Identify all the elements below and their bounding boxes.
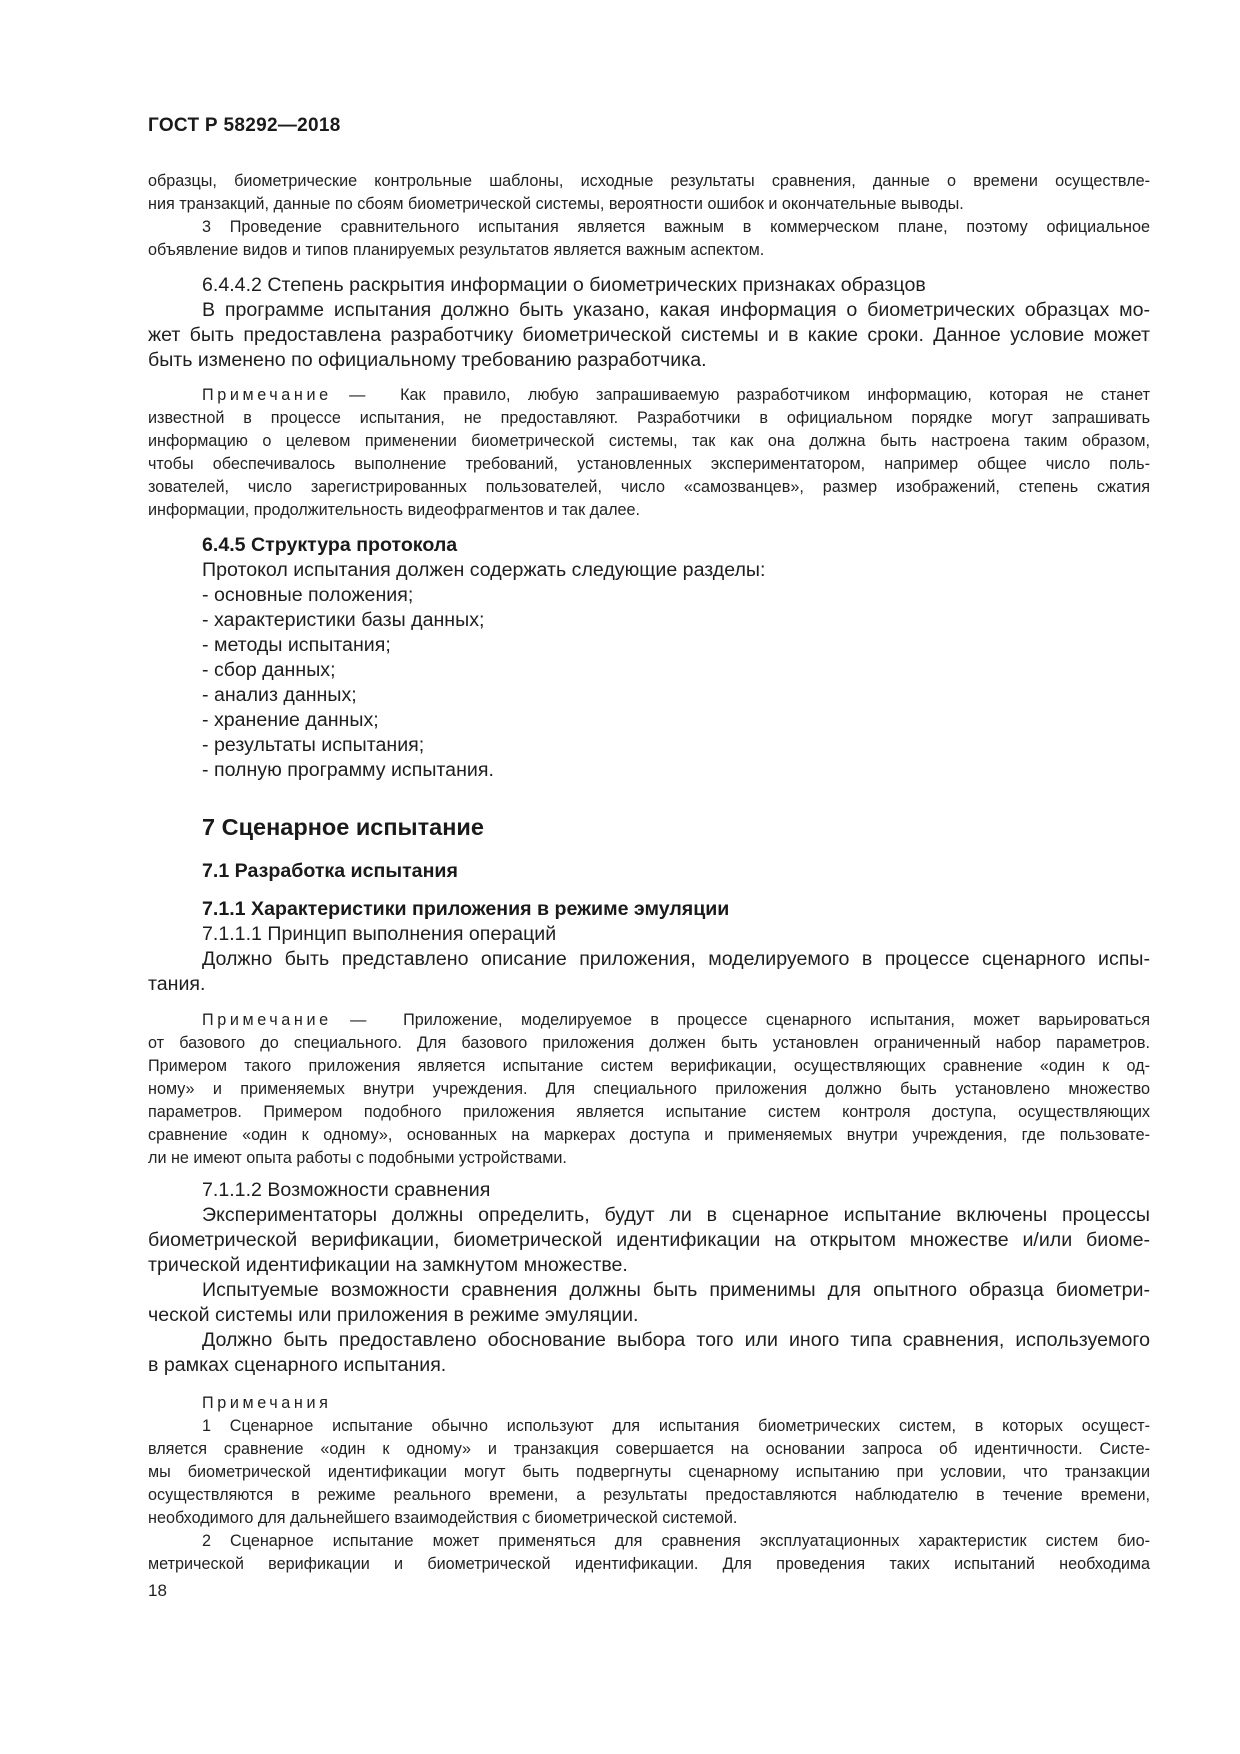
section-7-1-1 bbox=[148, 897, 1150, 997]
subsection-heading: 7.1.1.2 Возможности сравнения bbox=[202, 1179, 491, 1201]
section-heading: 6.4.5 Структура протокола bbox=[202, 534, 458, 556]
text-line: чтобы обеспечивалось выполнение требований, установленных экспериментатором, например общее число поль- bbox=[148, 455, 1150, 473]
text-line: В программе испытания должно быть указано, какая информация о биометрических образцах мо- bbox=[202, 299, 1150, 321]
text-line: параметров. Примером подобного приложения является испытание систем контроля доступа, осуществляющих bbox=[148, 1103, 1150, 1121]
text-line: в рамках сценарного испытания. bbox=[148, 1354, 447, 1376]
text-line: от базового до специального. Для базового приложения должен быть установлен ограниченный набор параметров. bbox=[148, 1034, 1150, 1052]
note-7-1-1-1 bbox=[148, 1009, 1150, 1170]
continuation-paragraph bbox=[148, 170, 1150, 216]
text-line: объявление видов и типов планируемых результатов является важным аспектом. bbox=[148, 241, 765, 259]
document-id-header: ГОСТ Р 58292—2018 bbox=[148, 115, 341, 136]
text-line: ния транзакций, данные по сбоям биометрической системы, вероятности ошибок и окончательные выводы. bbox=[148, 195, 964, 213]
text-line: 1 Сценарное испытание обычно используют для испытания биометрических систем, в которых осущест- bbox=[202, 1417, 1150, 1435]
list-item: - характеристики базы данных; bbox=[202, 609, 485, 631]
text-line: Должно быть предоставлено обоснование выбора того или иного типа сравнения, используемого bbox=[202, 1329, 1150, 1351]
text-line: известной в процессе испытания, не предоставляют. Разработчики в официальном порядке могут запрашивать bbox=[148, 409, 1150, 427]
notes-label: Примечания bbox=[202, 1394, 332, 1412]
text-line: 3 Проведение сравнительного испытания является важным в коммерческом плане, поэтому официальное bbox=[202, 218, 1150, 236]
section-heading: 7.1.1 Характеристики приложения в режиме эмуляции bbox=[202, 898, 730, 920]
note-first-line bbox=[148, 384, 1150, 407]
section-intro: Протокол испытания должен содержать следующие разделы: bbox=[202, 559, 766, 581]
text-line: образцы, биометрические контрольные шаблоны, исходные результаты сравнения, данные о времени осуществле- bbox=[148, 172, 1150, 190]
text-line: информацию о целевом применении биометрической системы, так как она должна быть настроена таким образом, bbox=[148, 432, 1150, 450]
note-text: Как правило, любую запрашиваемую разработчиком информацию, которая не станет bbox=[400, 386, 1150, 404]
list-item: - анализ данных; bbox=[202, 684, 357, 706]
note-dash: — bbox=[350, 1011, 367, 1029]
text-line: информации, продолжительность видеофрагментов и так далее. bbox=[148, 501, 641, 519]
text-line: необходимого для дальнейшего взаимодействия с биометрической системой. bbox=[148, 1509, 738, 1527]
text-line: тания. bbox=[148, 973, 206, 995]
text-line: зователей, число зарегистрированных пользователей, число «самозванцев», размер изображений, степень сжатия bbox=[148, 478, 1150, 496]
section-7-1-1-2 bbox=[148, 1178, 1150, 1378]
section-6-4-5 bbox=[148, 533, 1150, 783]
text-line: метрической верификации и биометрической идентификации. Для проведения таких испытаний необходима bbox=[148, 1555, 1150, 1573]
note-label: Примечание bbox=[202, 386, 332, 404]
section-7-1-heading: 7.1 Разработка испытания bbox=[202, 860, 458, 882]
note-dash: — bbox=[349, 386, 366, 404]
text-line: осуществляются в режиме реального времени, а результаты предоставляются наблюдателю в течение времени, bbox=[148, 1486, 1150, 1504]
list-item: - результаты испытания; bbox=[202, 734, 425, 756]
note-label: Примечание bbox=[202, 1011, 332, 1029]
list-item: - основные положения; bbox=[202, 584, 414, 606]
section-7-heading: 7 Сценарное испытание bbox=[202, 814, 484, 840]
section-heading: 6.4.4.2 Степень раскрытия информации о биометрических признаках образцов bbox=[202, 274, 926, 296]
note-text: Приложение, моделируемое в процессе сценарного испытания, может варьироваться bbox=[403, 1011, 1151, 1029]
text-line: трической идентификации на замкнутом множестве. bbox=[148, 1254, 628, 1276]
section-6-4-4-2 bbox=[148, 273, 1150, 373]
note-3 bbox=[148, 216, 1150, 262]
text-line: ному» и применяемых внутри учреждения. Для специального приложения должно быть установлено множество bbox=[148, 1080, 1150, 1098]
text-line: Испытуемые возможности сравнения должны быть применимы для опытного образца биометри- bbox=[202, 1279, 1150, 1301]
text-line: ли не имеют опыта работы с подобными устройствами. bbox=[148, 1149, 567, 1167]
list-item: - хранение данных; bbox=[202, 709, 379, 731]
text-line: Экспериментаторы должны определить, будут ли в сценарное испытание включены процессы bbox=[202, 1204, 1150, 1226]
text-line: ческой системы или приложения в режиме эмуляции. bbox=[148, 1304, 639, 1326]
text-line: Примером такого приложения является испытание систем верификации, осуществляющих сравнение «один к од- bbox=[148, 1057, 1150, 1075]
text-line: биометрической верификации, биометрической идентификации на открытом множестве и/или биоме- bbox=[148, 1229, 1150, 1251]
text-line: жет быть предоставлена разработчику биометрической системы и в какие сроки. Данное условие может bbox=[148, 324, 1150, 346]
list-item: - сбор данных; bbox=[202, 659, 336, 681]
note-6-4-4-2 bbox=[148, 384, 1150, 522]
text-line: 2 Сценарное испытание может применяться для сравнения эксплуатационных характеристик систем био- bbox=[202, 1532, 1150, 1550]
notes-7-1-1-2 bbox=[148, 1392, 1150, 1576]
note-first-line bbox=[148, 1009, 1150, 1032]
text-line: сравнение «один к одному», основанных на маркерах доступа и применяемых внутри учреждения, где пользовате- bbox=[148, 1126, 1150, 1144]
text-line: Должно быть представлено описание приложения, моделируемого в процессе сценарного испы- bbox=[202, 948, 1150, 970]
list-item: - полную программу испытания. bbox=[202, 759, 494, 781]
text-line: мы биометрической идентификации могут быть подвергнуты сценарному испытанию при условии, что транзакции bbox=[148, 1463, 1150, 1481]
list-item: - методы испытания; bbox=[202, 634, 391, 656]
subsection-heading: 7.1.1.1 Принцип выполнения операций bbox=[202, 923, 557, 945]
page-number: 18 bbox=[148, 1581, 167, 1600]
text-line: быть изменено по официальному требованию разработчика. bbox=[148, 349, 707, 371]
text-line: вляется сравнение «один к одному» и транзакция совершается на основании запроса об идентичности. Систе- bbox=[148, 1440, 1150, 1458]
